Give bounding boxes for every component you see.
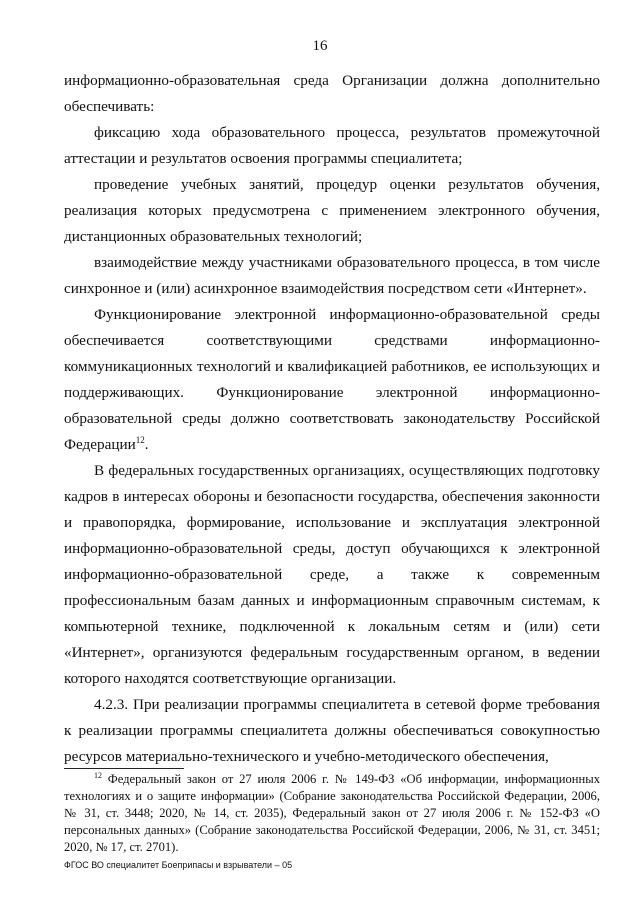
footnote-text: Федеральный закон от 27 июля 2006 г. № 149-ФЗ «Об информации, информационных технологиях и о защите информации» (Собрание законодательства Российской Федерации, 2006, № 31, ст. 3448; 2020, № 14, ст. 2035), Федеральный закон от 27 июля 2006 г. № 152-ФЗ «О персональных данных» (Собрание законодательства Российской Федерации, 2006, № 31, ст. 3451; 2020, № 17, ст. 2701). bbox=[64, 772, 600, 854]
page-footer: ФГОС ВО специалитет Боеприпасы и взрыватели – 05 bbox=[64, 860, 293, 870]
footnote-reference: 12 bbox=[135, 434, 145, 445]
paragraph-item-interaction: взаимодействие между участниками образовательного процесса, в том числе синхронное и (или) асинхронное взаимодействия посредством сети «Интернет». bbox=[64, 254, 600, 297]
footnote-marker: 12 bbox=[94, 770, 102, 780]
paragraph-functioning: Функционирование электронной информационно-образовательной среды обеспечивается соответствующими средствами информационно-коммуникационных технологий и квалификацией работников, ее использующих и поддерживающих. Функционирование электронной информационно-образовательной среды должно соответствовать законодательству Российской Федерации$^{12}$. bbox=[64, 306, 600, 453]
paragraph-item-classes: проведение учебных занятий, процедур оценки результатов обучения, реализация которых предусмотрена с применением электронного обучения, дистанционных образовательных технологий; bbox=[64, 176, 600, 245]
page-number: 16 bbox=[312, 38, 328, 54]
paragraph-functioning-text: Функционирование электронной информационно-образовательной среды обеспечивается соответствующими средствами информационно-коммуникационных технологий и квалификацией работников, ее использующих и поддерживающих. Функционирование электронной информационно-образовательной среды должно соответствовать законодательству Российской Федерации bbox=[64, 306, 600, 453]
paragraph-section-4-2-3: 4.2.3. При реализации программы специалитета в сетевой форме требования к реализации программы специалитета должны обеспечиваться совокупностью ресурсов материально-технического и учебно-методического обеспечения, bbox=[64, 696, 600, 765]
paragraph-federal-organizations: В федеральных государственных организациях, осуществляющих подготовку кадров в интересах обороны и безопасности государства, обеспечения законности и правопорядка, формирование, использование и эксплуатация электронной информационно-образовательной среды, доступ обучающихся к электронной информационно-образовательной среде, а также к современным профессиональным базам данных и информационным справочным системам, к компьютерной технике, подключенной к локальным сетям и (или) сети «Интернет», организуются федеральным государственным органом, в ведении которого находятся соответствующие организации. bbox=[64, 462, 600, 687]
footnote bbox=[64, 771, 600, 856]
paragraph-item-fixation: фиксацию хода образовательного процесса, результатов промежуточной аттестации и результатов освоения программы специалитета; bbox=[64, 124, 600, 167]
footnote-divider bbox=[64, 768, 184, 769]
body-text bbox=[64, 68, 600, 770]
paragraph-intro: информационно-образовательная среда Организации должна дополнительно обеспечивать: bbox=[64, 72, 600, 115]
